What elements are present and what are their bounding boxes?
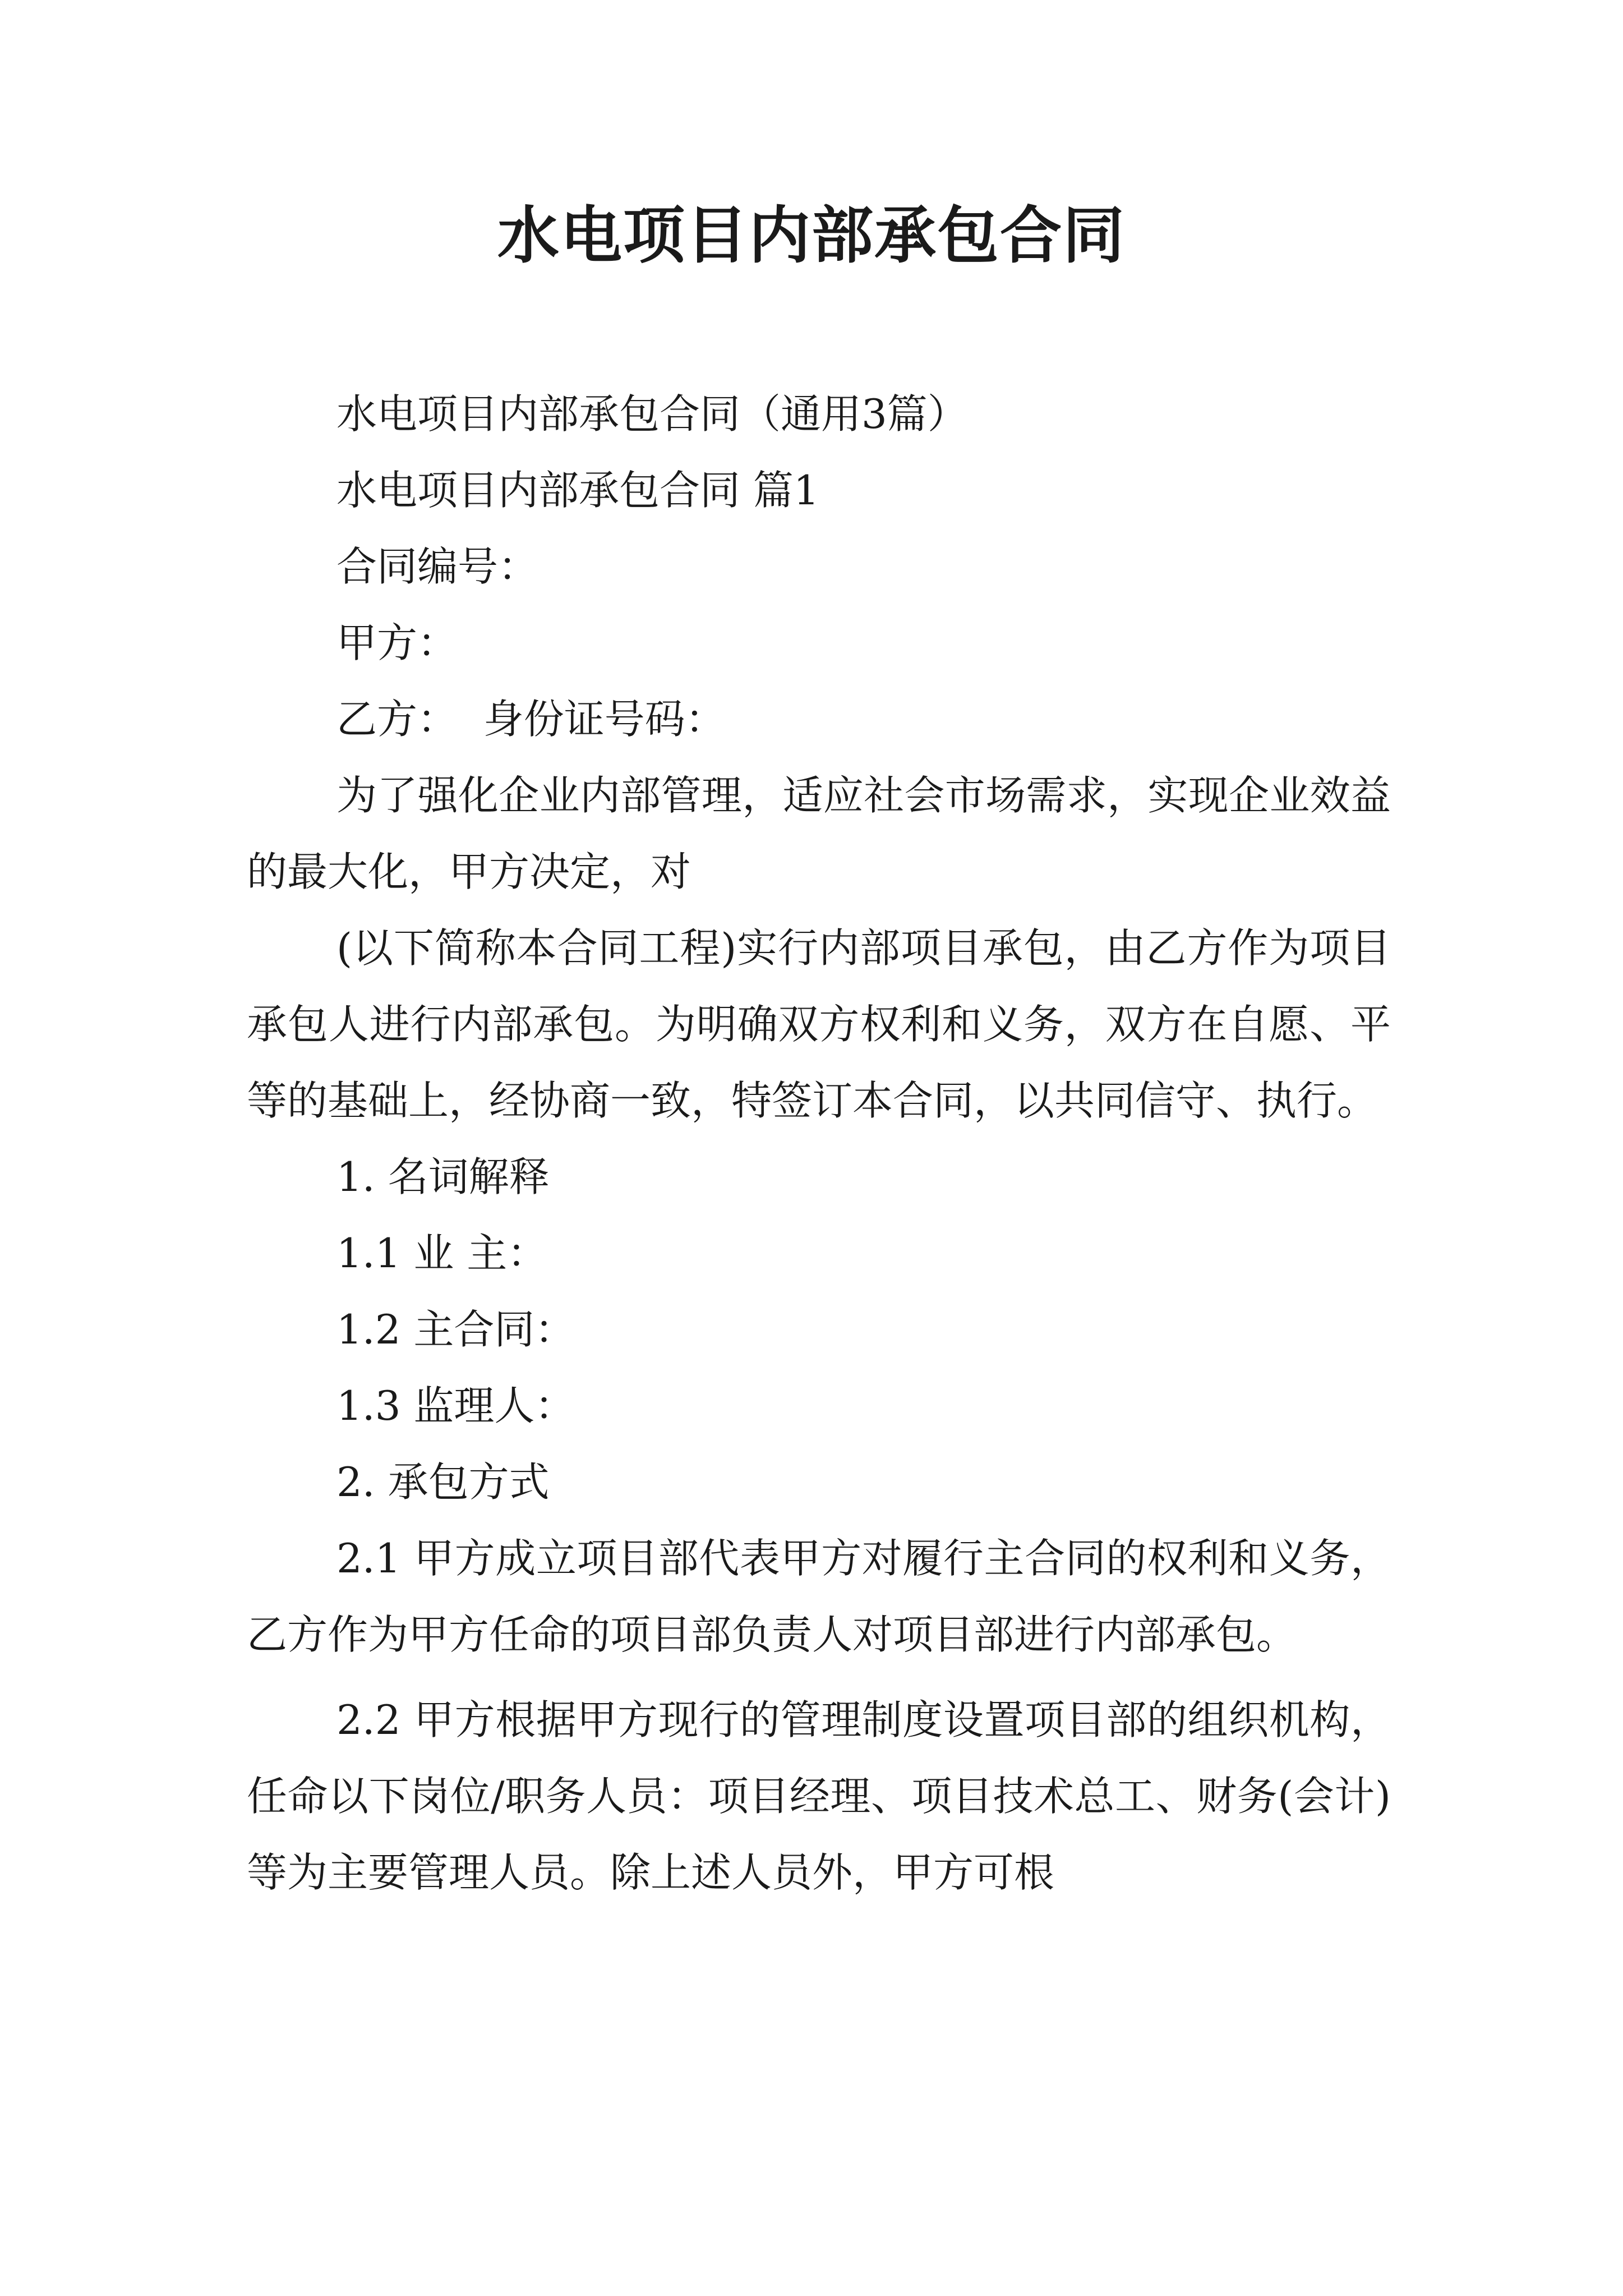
paragraph-2-1: 2.1 甲方成立项目部代表甲方对履行主合同的权利和义务，乙方作为甲方任命的项目部负责人对项目部进行内部承包。 [247,1535,1391,1658]
paragraph-party-a: 甲方： [336,619,458,666]
paragraph-contract-number: 合同编号： [336,543,539,590]
paragraph-subtitle: 水电项目内部承包合同（通用3篇） [336,390,968,438]
paragraph-2-2: 2.2 甲方根据甲方现行的管理制度设置项目部的组织机构，任命以下岗位/职务人员：项目经理、项目技术总工、财务(会计) 等为主要管理人员。除上述人员外，甲方可根 [247,1696,1404,1896]
paragraph-1-2: 1.2 主合同： [336,1306,575,1353]
document-title: 水电项目内部承包合同 [497,200,1126,272]
document-body [247,376,1404,1911]
paragraph-1-3: 1.3 监理人： [336,1382,575,1429]
paragraph-party-b: 乙方： 身份证号码： [336,696,726,743]
paragraph-purpose: 为了强化企业内部管理，适应社会市场需求，实现企业效益的最大化，甲方决定，对 [247,772,1391,895]
paragraph-project-scope: (以下简称本合同工程)实行内部项目承包，由乙方作为项目承包人进行内部承包。为明确双方权利和义务，双方在自愿、平等的基础上，经协商一致，特签订本合同，以共同信守、执行。 [247,924,1391,1124]
paragraph-1-1: 1.1 业 主： [336,1230,548,1277]
paragraph-section-1: 1. 名词解释 [336,1153,550,1200]
paragraph-section-2: 2. 承包方式 [336,1458,550,1506]
paragraph-part-heading: 水电项目内部承包合同 篇1 [336,467,819,514]
